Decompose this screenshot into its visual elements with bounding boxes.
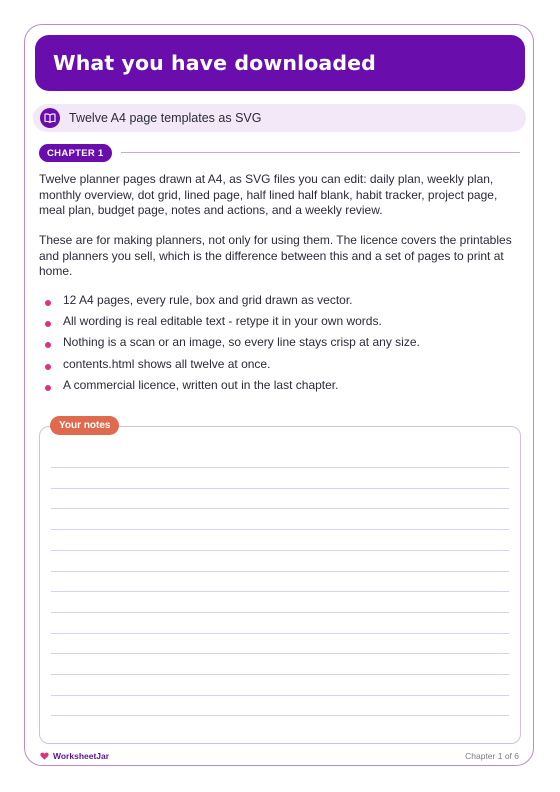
notes-rule bbox=[51, 633, 509, 634]
list-item-text: Nothing is a scan or an image, so every line stays crisp at any size. bbox=[63, 335, 420, 350]
list-item-text: All wording is real editable text - retype it in your own words. bbox=[63, 314, 382, 329]
notes-rule bbox=[51, 488, 509, 489]
licence-paragraph: These are for making planners, not only for using them. The licence covers the printables and planners you sell, which is the difference between this and a set of pages to print at home. bbox=[39, 233, 512, 279]
notes-label: Your notes bbox=[50, 416, 119, 435]
list-item bbox=[39, 357, 519, 378]
list-item bbox=[39, 293, 519, 314]
list-item-text: A commercial licence, written out in the last chapter. bbox=[63, 377, 339, 392]
bullet-dot-icon bbox=[45, 342, 51, 348]
chapter-heading bbox=[39, 144, 520, 162]
chapter-badge: CHAPTER 1 bbox=[39, 144, 112, 162]
footer-brand-name: WorksheetJar bbox=[53, 751, 110, 761]
feature-list bbox=[39, 293, 519, 399]
notes-rule bbox=[51, 467, 509, 468]
bullet-dot-icon bbox=[45, 300, 51, 306]
list-item-text: contents.html shows all twelve at once. bbox=[63, 356, 271, 371]
notes-rule bbox=[51, 715, 509, 716]
footer-brand bbox=[40, 751, 109, 761]
notes-rule bbox=[51, 695, 509, 696]
notes-rule bbox=[51, 529, 509, 530]
list-item-text: 12 A4 pages, every rule, box and grid drawn as vector. bbox=[63, 293, 353, 307]
footer-page-number: Chapter 1 of 6 bbox=[465, 751, 519, 761]
subtitle-bar bbox=[33, 104, 526, 132]
notes-rule bbox=[51, 653, 509, 654]
notes-rule bbox=[51, 571, 509, 572]
notes-box[interactable] bbox=[39, 426, 521, 744]
page-title: What you have downloaded bbox=[53, 51, 376, 75]
chapter-divider bbox=[121, 152, 520, 153]
intro-paragraph: Twelve planner pages drawn at A4, as SVG files you can edit: daily plan, weekly plan, monthly overview, dot grid, lined page, half lined half blank, habit tracker, project page, meal plan, budget page, notes and actions, and a weekly review. bbox=[39, 172, 498, 218]
notes-rule bbox=[51, 674, 509, 675]
bullet-dot-icon bbox=[45, 385, 51, 391]
notes-rule bbox=[51, 612, 509, 613]
notes-rule bbox=[51, 550, 509, 551]
bullet-dot-icon bbox=[45, 364, 51, 370]
notes-rule bbox=[51, 591, 509, 592]
book-icon bbox=[40, 108, 60, 128]
header-banner bbox=[35, 35, 525, 91]
list-item bbox=[39, 314, 519, 335]
list-item bbox=[39, 378, 519, 399]
heart-icon bbox=[40, 752, 49, 760]
bullet-dot-icon bbox=[45, 321, 51, 327]
list-item bbox=[39, 335, 519, 356]
subtitle-text: Twelve A4 page templates as SVG bbox=[69, 111, 262, 125]
notes-rule bbox=[51, 508, 509, 509]
